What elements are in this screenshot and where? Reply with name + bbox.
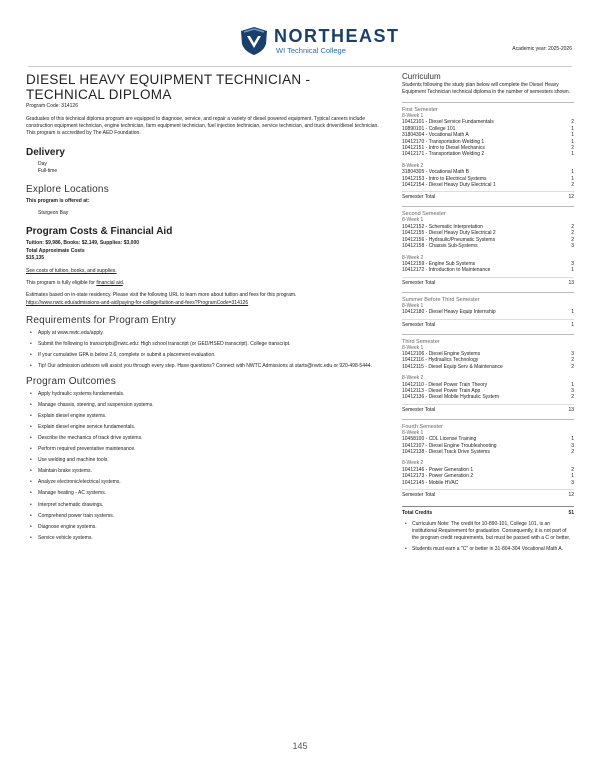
course-name: 10412154 - Diesel Heavy Duty Electrical 1 xyxy=(402,182,496,189)
requirements-heading: Requirements for Program Entry xyxy=(26,314,176,326)
list-item: • Maintain brake systems. xyxy=(38,468,384,475)
curriculum-notes xyxy=(412,521,574,553)
course-credits: 1 xyxy=(571,151,574,158)
course-name: 10412146 - Power Generation 1 xyxy=(402,466,474,473)
course-name: 10412172 - Introduction to Maintenance xyxy=(402,267,491,274)
week-label: 8-Week 1 xyxy=(402,217,424,224)
list-item: Full-time xyxy=(38,167,58,174)
course-credits: 1 xyxy=(571,175,574,182)
course-credits: 2 xyxy=(571,230,574,237)
course-credits: 2 xyxy=(571,145,574,152)
list-item: • Students must earn a "C" or better in 31-804-304 Vocational Math A. xyxy=(412,546,574,553)
outcomes-heading: Program Outcomes xyxy=(26,375,116,387)
curriculum-panel xyxy=(402,72,574,557)
college-logo[interactable] xyxy=(240,24,400,60)
course-name: 10412153 - Intro to Electrical Systems xyxy=(402,175,487,182)
course-name: 10412101 - Diesel Service Fundamentals xyxy=(402,119,494,126)
list-item: • Apply at www.nwtc.edu/apply. xyxy=(38,330,384,337)
semester-total-label: Semester Total xyxy=(402,194,436,201)
outcomes-list xyxy=(38,391,384,542)
course-name: 10412158 - Chassis Sub-Systems xyxy=(402,243,478,250)
list-item: • Explain diesel engine systems. xyxy=(38,413,384,420)
course-name: 10890101 - College 101 xyxy=(402,125,456,132)
week-label: 8-Week 1 xyxy=(402,302,424,309)
total-credits-value: 51 xyxy=(568,510,574,517)
list-item: Day xyxy=(38,160,47,167)
list-item: • Diagnose engine systems. xyxy=(38,524,384,531)
course-name: 10412113 - Diesel Power Train App xyxy=(402,387,481,394)
list-item: • Comprehend power train systems. xyxy=(38,513,384,520)
semester-title: Summer Before Third Semester xyxy=(402,296,480,303)
program-description: Graduates of this technical diploma program are equipped to diagnose, service, and repair a variety of diesel powered equipment. Typical careers include construction equipment technician, engine technician, farm equipment technician, fuel injection technician, service technician, and truck driver/diesel technician. This program is accredited by The AED Foundation. xyxy=(26,116,379,137)
course-name: 10412136 - Diesel Mobile Hydraulic System xyxy=(402,394,499,401)
course-name: 10412180 - Diesel Heavy Equip Internship xyxy=(402,309,496,316)
academic-year: Academic year: 2025-2026 xyxy=(512,46,572,52)
tuition-url-link[interactable]: https://www.nwtc.edu/admissions-and-aid/paying-for-college/tuition-and-fees?ProgramCode=314126 xyxy=(26,299,249,306)
locations-heading: Explore Locations xyxy=(26,184,109,196)
course-row xyxy=(402,151,574,157)
semester-total-value: 13 xyxy=(568,406,574,413)
semester-fourth xyxy=(402,419,574,498)
week-label: 8-Week 1 xyxy=(402,344,424,351)
list-item: • Apply hydraulic systems fundamentals. xyxy=(38,391,384,398)
course-credits: 1 xyxy=(571,267,574,274)
list-item: • Explain diesel engine service fundamentals. xyxy=(38,424,384,431)
semester-total xyxy=(402,191,574,200)
course-row xyxy=(402,243,574,249)
semester-second xyxy=(402,206,574,285)
course-credits: 3 xyxy=(571,260,574,267)
estimates-note: Estimates based on in-state residency. Please visit the following URL to learn more about tuition and fees for this program. xyxy=(26,292,297,299)
list-item: • Submit the following to transcripts@nwtc.edu: High school transcript (or GED/HSED transcript). College transcript. xyxy=(38,341,384,348)
total-credits xyxy=(402,506,574,516)
list-item: • Use welding and machine tools. xyxy=(38,457,384,464)
semester-total-value: 12 xyxy=(568,194,574,201)
semester-title: Third Semester xyxy=(402,338,440,345)
course-name: 10412170 - Transportation Welding 1 xyxy=(402,138,485,145)
course-credits: 2 xyxy=(571,466,574,473)
list-item: • Describe the mechanics of track drive systems. xyxy=(38,435,384,442)
course-row xyxy=(402,364,574,370)
course-name: 10412138 - Diesel Track Drive Systems xyxy=(402,449,490,455)
header-divider xyxy=(28,66,572,67)
financial-aid-note xyxy=(26,280,384,287)
total-cost-label: Total Approximate Costs xyxy=(26,247,85,254)
course-row xyxy=(402,449,574,455)
semester-summer xyxy=(402,292,574,328)
semester-total-label: Semester Total xyxy=(402,492,436,499)
delivery-heading: Delivery xyxy=(26,146,65,158)
course-credits: 1 xyxy=(571,381,574,388)
course-row xyxy=(402,309,574,315)
course-credits: 1 xyxy=(571,169,574,176)
course-row xyxy=(402,394,574,400)
course-name: 10412155 - Diesel Heavy Duty Electrical 2 xyxy=(402,230,496,237)
course-row xyxy=(402,267,574,273)
course-credits: 1 xyxy=(571,138,574,145)
semester-total-label: Semester Total xyxy=(402,406,436,413)
delivery-list xyxy=(38,161,384,175)
semester-total-label: Semester Total xyxy=(402,279,436,286)
semester-total xyxy=(402,489,574,498)
semester-title: First Semester xyxy=(402,107,438,113)
semester-title: Fourth Semester xyxy=(402,423,443,430)
list-item: • Analyze electronic/electrical systems. xyxy=(38,479,384,486)
course-credits: 2 xyxy=(571,223,574,230)
course-name: 10412151 - Intro to Diesel Mechanics xyxy=(402,145,485,152)
semester-total-label: Semester Total xyxy=(402,321,436,328)
semester-total xyxy=(402,277,574,286)
course-credits: 2 xyxy=(571,357,574,364)
list-item: • If your cumulative GPA is below 2.6, complete or submit a placement evaluation. xyxy=(38,352,384,359)
course-credits: 3 xyxy=(571,387,574,394)
costs-heading: Program Costs & Financial Aid xyxy=(26,226,173,238)
semester-title: Second Semester xyxy=(402,211,446,218)
costs-link[interactable]: See costs of tuition, books, and supplies. xyxy=(26,268,117,275)
program-title: DIESEL HEAVY EQUIPMENT TECHNICIAN - TECHNICAL DIPLOMA xyxy=(26,72,311,102)
logo-name: NORTHEAST xyxy=(274,26,400,46)
week-label: 8-Week 2 xyxy=(402,460,424,467)
course-name: 10412173 - Power Generation 2 xyxy=(402,473,474,480)
total-credits-label: Total Credits xyxy=(402,510,433,517)
list-item: • Service vehicle systems. xyxy=(38,535,384,542)
tuition-breakdown: Tuition: $9,986, Books: $2,149, Supplies: $3,000 xyxy=(26,240,140,247)
course-credits: 1 xyxy=(571,125,574,132)
course-name: 10458100 - CDL License Training xyxy=(402,436,477,443)
requirements-list xyxy=(38,330,384,370)
course-credits: 2 xyxy=(571,449,574,455)
program-code: Program Code: 314126 xyxy=(26,103,78,109)
financial-aid-link[interactable]: financial aid xyxy=(96,280,123,287)
course-credits: 3 xyxy=(571,243,574,250)
curriculum-heading: Curriculum xyxy=(402,72,441,81)
course-credits: 1 xyxy=(571,309,574,316)
course-name: 10412156 - Hydraulic/Pneumatic Systems xyxy=(402,236,496,243)
course-credits: 2 xyxy=(571,236,574,243)
course-credits: 1 xyxy=(571,473,574,480)
page-header xyxy=(0,24,600,68)
total-cost-value: $15,135 xyxy=(26,254,45,261)
course-name: 31804304 - Vocational Math A xyxy=(402,132,469,139)
course-name: 31804305 - Vocational Math B xyxy=(402,169,469,176)
list-item: • Tip! Our admission advisors will assist you through every step. Have questions? Connect with NWTC Admissions at starts@nwtc.edu or 920-498-5444. xyxy=(38,363,384,370)
week-label: 8-Week 1 xyxy=(402,429,424,436)
course-credits: 2 xyxy=(571,363,574,370)
week-label: 8-Week 2 xyxy=(402,162,424,169)
list-item: • Manage heating - AC systems. xyxy=(38,490,384,497)
course-name: 10412115 - Diesel Equip Serv & Maintenance xyxy=(402,363,503,370)
course-credits: 1 xyxy=(571,132,574,139)
list-item: • Perform required preventative maintenance. xyxy=(38,446,384,453)
course-name: 10412152 - Schematic Interpretation xyxy=(402,223,483,230)
page-number: 145 xyxy=(292,741,308,751)
semester-third xyxy=(402,334,574,413)
semester-total xyxy=(402,404,574,413)
semester-total-value: 1 xyxy=(571,321,574,328)
course-name: 10412159 - Engine Sub Systems xyxy=(402,260,476,267)
course-credits: 2 xyxy=(571,182,574,189)
course-row xyxy=(402,480,574,486)
week-label: 8-Week 2 xyxy=(402,254,424,261)
program-details xyxy=(26,72,384,546)
course-row xyxy=(402,182,574,188)
course-credits: 3 xyxy=(571,479,574,486)
financial-aid-suffix: . xyxy=(122,280,125,287)
course-credits: 3 xyxy=(571,350,574,357)
course-name: 10412107 - Diesel Engine Troubleshooting xyxy=(402,442,497,449)
semester-total-value: 13 xyxy=(568,279,574,286)
offered-at-label: This program is offered at: xyxy=(26,198,90,205)
list-item: • Interpret schematic drawings. xyxy=(38,502,384,509)
list-item: • Curriculum Note: The credit for 10-890-101, College 101, is an institutional Requirement for graduation. Consequently, it is not part of the program credit requirements, but must be passed with a C or better. xyxy=(412,521,574,542)
week-label: 8-Week 1 xyxy=(402,113,424,119)
course-name: 10412110 - Diesel Power Train Theory xyxy=(402,381,488,388)
course-credits: 2 xyxy=(571,394,574,401)
semester-first xyxy=(402,102,574,200)
shield-icon xyxy=(240,26,268,56)
course-name: 10412116 - Hydraulics Technology xyxy=(402,357,479,364)
course-credits: 1 xyxy=(571,436,574,443)
course-credits: 3 xyxy=(571,442,574,449)
semester-total xyxy=(402,319,574,328)
financial-aid-prefix: This program is fully eligible for xyxy=(26,280,97,287)
list-item: • Manage chassis, steering, and suspension systems. xyxy=(38,402,384,409)
course-name: 10412106 - Diesel Engine Systems xyxy=(402,350,481,357)
curriculum-intro: Students following the study plan below will complete the Diesel Heavy Equipment Technician technical diploma in the number of semesters shown. xyxy=(402,82,571,95)
logo-subtitle: WI Technical College xyxy=(276,46,346,55)
course-name: 10412171 - Transportation Welding 2 xyxy=(402,151,485,158)
week-label: 8-Week 2 xyxy=(402,375,424,382)
location-item: Sturgeon Bay xyxy=(38,210,69,217)
semester-total-value: 12 xyxy=(568,492,574,499)
course-name: 10412145 - Mobile HVAC xyxy=(402,479,459,486)
course-credits: 2 xyxy=(571,119,574,126)
